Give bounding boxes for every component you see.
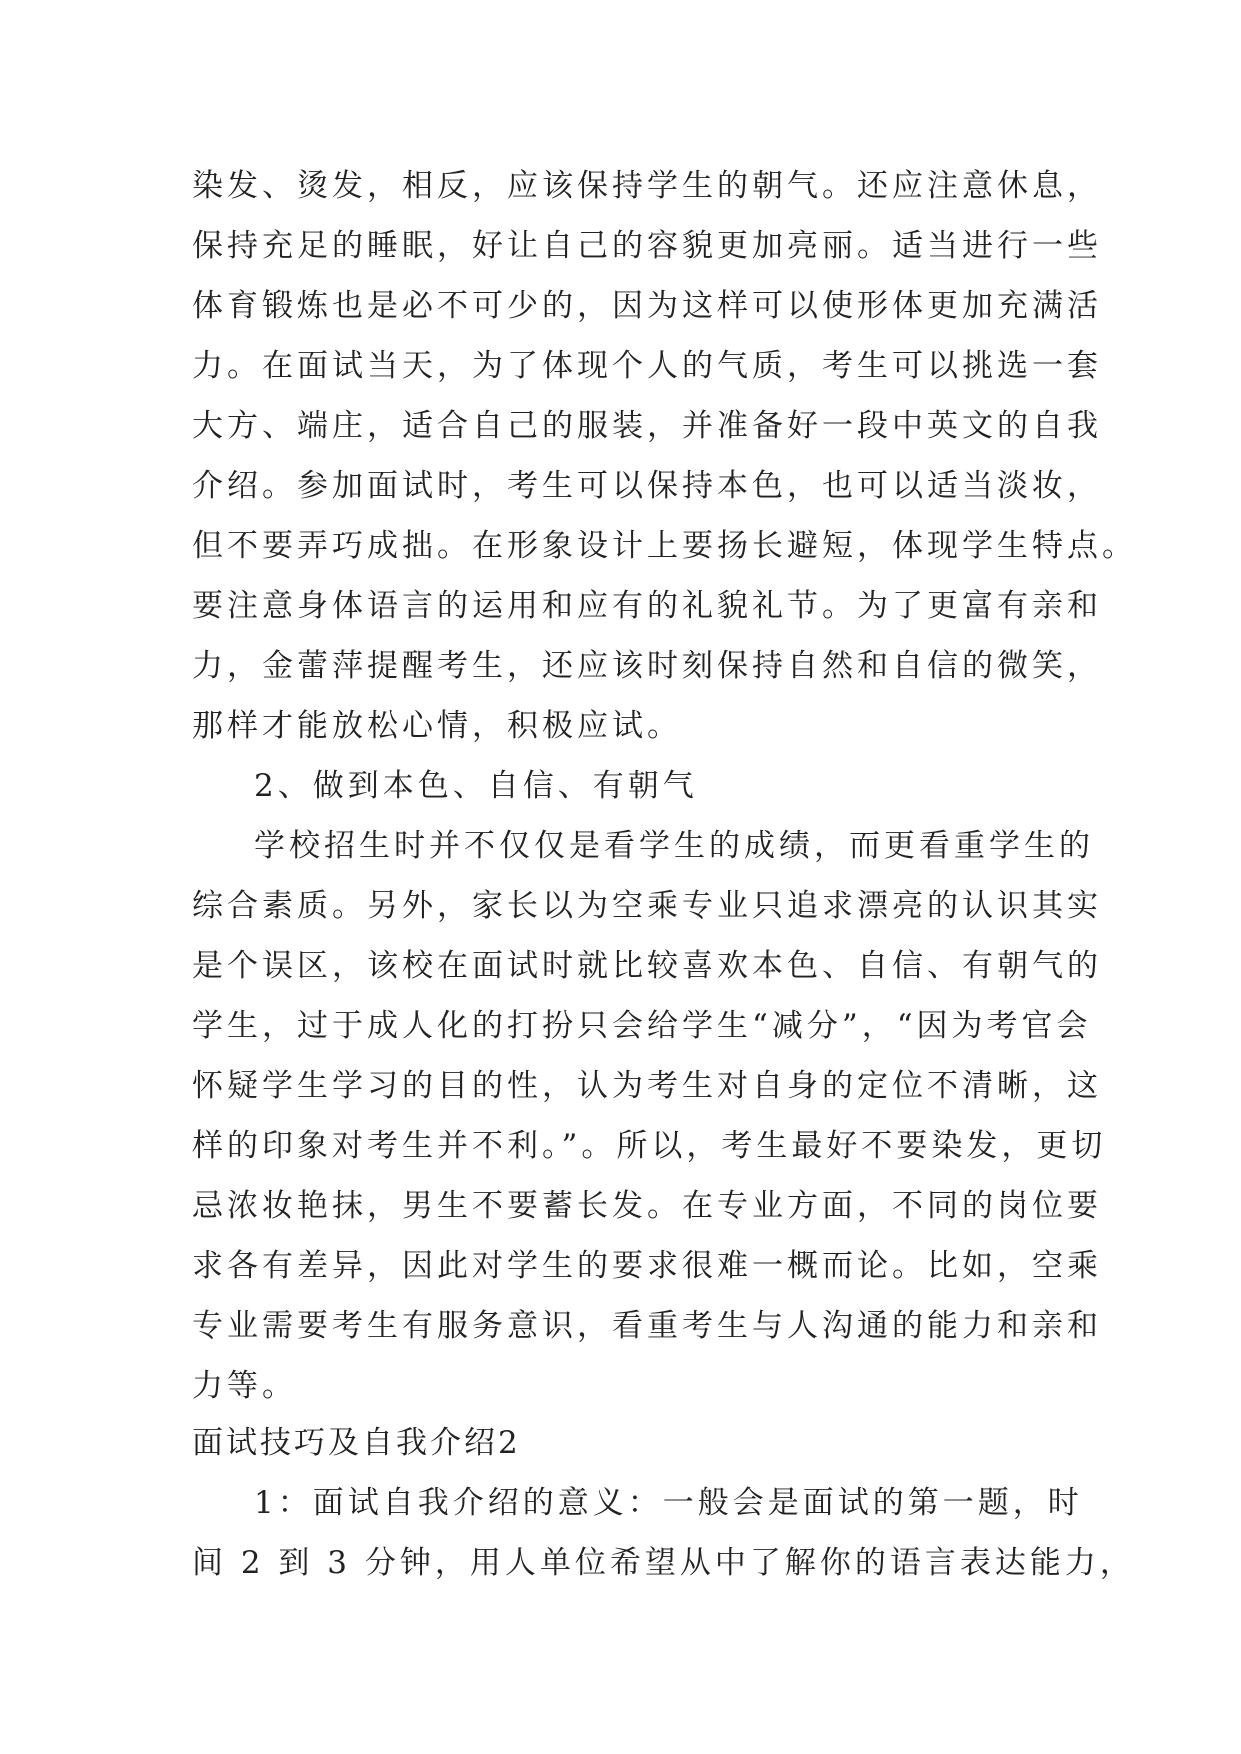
paragraph-line: 样的印象对考生并不利。”。所以，考生最好不要染发，更切 [192,1128,1107,1164]
paragraph-line: 介绍。参加面试时，考生可以保持本色，也可以适当淡妆， [192,468,1102,504]
paragraph-line: 大方、端庄，适合自己的服装，并准备好一段中英文的自我 [192,408,1102,444]
paragraph-line: 那样才能放松心情，积极应试。 [192,708,682,744]
paragraph-line: 专业需要考生有服务意识，看重考生与人沟通的能力和亲和 [192,1308,1102,1344]
paragraph-line: 怀疑学生学习的目的性，认为考生对自身的定位不清晰，这 [192,1068,1102,1104]
paragraph-line: 求各有差异，因此对学生的要求很难一概而论。比如，空乘 [192,1248,1102,1284]
paragraph-line: 学校招生时并不仅仅是看学生的成绩，而更看重学生的 [254,828,1094,864]
paragraph-line: 但不要弄巧成拙。在形象设计上要扬长避短，体现学生特点。 [192,528,1137,564]
paragraph-line: 力，金蕾萍提醒考生，还应该时刻保持自然和自信的微笑， [192,648,1102,684]
paragraph-line: 1：面试自我介绍的意义：一般会是面试的第一题，时 [254,1485,1083,1521]
paragraph-line: 忌浓妆艳抹，男生不要蓄长发。在专业方面，不同的岗位要 [192,1188,1102,1224]
section-subheading: 2、做到本色、自信、有朝气 [254,768,698,804]
paragraph-line: 要注意身体语言的运用和应有的礼貌礼节。为了更富有亲和 [192,588,1102,624]
paragraph-line: 体育锻炼也是必不可少的，因为这样可以使形体更加充满活 [192,288,1102,324]
paragraph-line: 力等。 [192,1368,297,1404]
section-heading: 面试技巧及自我介绍2 [192,1425,521,1461]
paragraph-line: 力。在面试当天，为了体现个人的气质，考生可以挑选一套 [192,348,1102,384]
paragraph-line: 间 2 到 3 分钟，用人单位希望从中了解你的语言表达能力， [192,1545,1135,1581]
paragraph-line: 是个误区，该校在面试时就比较喜欢本色、自信、有朝气的 [192,948,1102,984]
paragraph-line: 染发、烫发，相反，应该保持学生的朝气。还应注意休息， [192,168,1102,204]
paragraph-line: 综合素质。另外，家长以为空乘专业只追求漂亮的认识其实 [192,888,1102,924]
paragraph-line: 保持充足的睡眠，好让自己的容貌更加亮丽。适当进行一些 [192,228,1102,264]
paragraph-line: 学生，过于成人化的打扮只会给学生“减分”，“因为考官会 [192,1008,1092,1044]
